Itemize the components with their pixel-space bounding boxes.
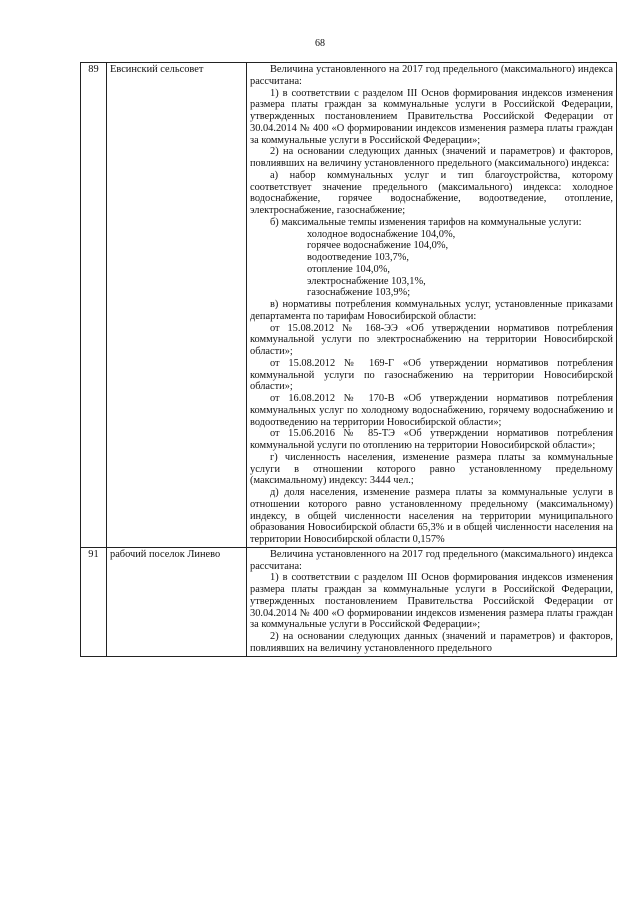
row-number: 89 <box>81 63 107 548</box>
row-number: 91 <box>81 547 107 656</box>
tariff-item: газоснабжение 103,9%; <box>307 287 411 299</box>
paragraph-g: г) численность населения, изменение размера платы за коммунальные услуги в отношении которого равно установленному предельному (максимальному) индексу: 3444 чел.; <box>250 451 613 487</box>
paragraph-a: а) набор коммунальных услуг и тип благоустройства, которому соответствует значение предельного (максимального) индекса: холодное водоснабжение, горячее водоснабжение, водоотведение, отопление, электроснабжение, газоснабжение; <box>250 169 613 216</box>
paragraph-2: 2) на основании следующих данных (значений и параметров) и факторов, повлиявших на величину установленного предельного (максимального) индекса: <box>250 146 613 169</box>
paragraph-b: б) максимальные темпы изменения тарифов на коммунальные услуги: <box>270 216 582 228</box>
index-description <box>247 63 617 548</box>
tariff-list <box>250 229 613 300</box>
paragraph-1: 1) в соответствии с разделом III Основ формирования индексов изменения размера платы граждан за коммунальные услуги в Российской Федерации, утвержденных постановлением Правительства Российской Федерации от 30.04.2014 № 400 «О формировании индексов изменения размера платы граждан за коммунальные услуги в Российской Федерации»; <box>250 572 613 631</box>
indices-table <box>80 62 617 657</box>
tariff-item: электроснабжение 103,1%, <box>307 275 426 287</box>
intro-paragraph: Величина установленного на 2017 год предельного (максимального) индекса рассчитана: <box>250 548 613 572</box>
municipality-name: рабочий поселок Линево <box>107 547 247 656</box>
tariff-item: холодное водоснабжение 104,0%, <box>307 228 456 240</box>
paragraph-1: 1) в соответствии с разделом III Основ формирования индексов изменения размера платы граждан за коммунальные услуги в Российской Федерации, утвержденных постановлением Правительства Российской Федерации от 30.04.2014 № 400 «О формировании индексов изменения размера платы граждан за коммунальные услуги в Российской Федерации»; <box>250 87 613 146</box>
order-item: от 15.08.2012 № 169-Г «Об утверждении нормативов потребления коммунальной услуги по газоснабжению на территории Новосибирской области»; <box>250 357 613 393</box>
index-description <box>247 547 617 656</box>
municipality-name: Евсинский сельсовет <box>107 63 247 548</box>
page-number: 68 <box>315 38 325 49</box>
table-row <box>81 63 617 548</box>
tariff-item: водоотведение 103,7%, <box>307 252 409 263</box>
paragraph-2: 2) на основании следующих данных (значений и параметров) и факторов, повлиявших на величину установленного предельного <box>250 631 613 654</box>
tariff-item: отопление 104,0%, <box>307 263 390 275</box>
intro-paragraph: Величина установленного на 2017 год предельного (максимального) индекса рассчитана: <box>250 64 613 87</box>
order-item: от 15.08.2012 № 168-ЭЭ «Об утверждении нормативов потребления коммунальной услуги по электроснабжению на территории Новосибирской области»; <box>250 322 613 357</box>
order-item: от 16.08.2012 № 170-В «Об утверждении нормативов потребления коммунальных услуг по холодному водоснабжению, горячему водоснабжению и водоотведению на территории Новосибирской области»; <box>250 393 613 428</box>
tariff-item: горячее водоснабжение 104,0%, <box>307 240 449 252</box>
table-row <box>81 547 617 656</box>
paragraph-v: в) нормативы потребления коммунальных услуг, установленные приказами департамента по тарифам Новосибирской области: <box>250 299 613 322</box>
paragraph-d: д) доля населения, изменение размера платы за коммунальные услуги в отношении которого равно установленному предельному (максимальному) индексу, в общей численности населения на территории муниципального образования Новосибирской области 65,3% и в общей численности населения на территории Новосибирской области 0,157% <box>250 487 613 545</box>
order-item: от 15.06.2016 № 85-ТЭ «Об утверждении нормативов потребления коммунальной услуги по отоплению на территории Новосибирской области»; <box>250 428 613 451</box>
